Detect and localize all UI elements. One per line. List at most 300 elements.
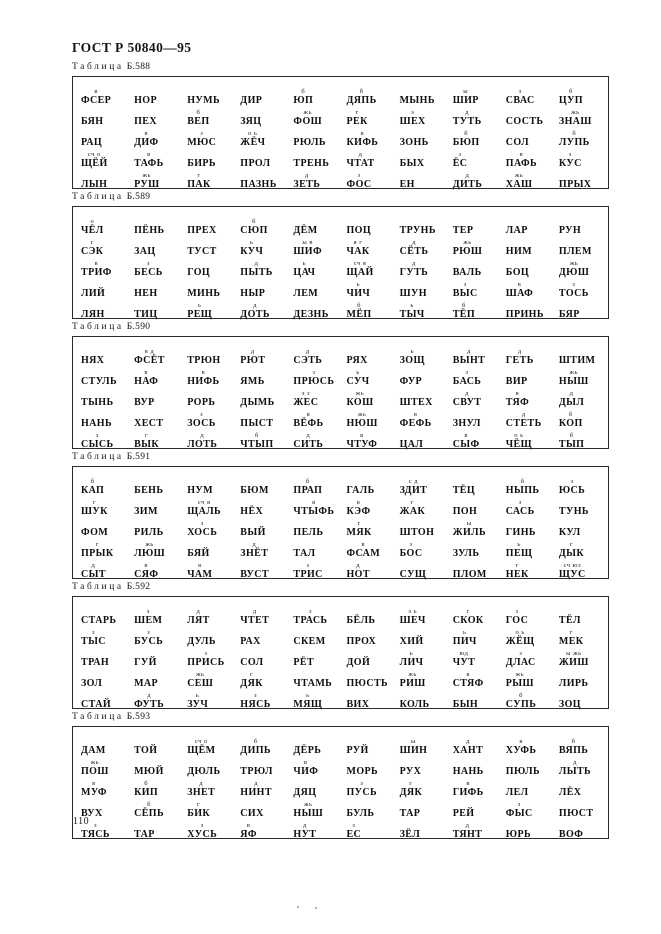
superscript-note — [356, 348, 358, 355]
superscript-note: о ь — [248, 130, 258, 137]
superscript-note — [360, 478, 362, 485]
syllable: ДИПЬ — [240, 745, 271, 756]
syllable: СТЯФ — [452, 678, 484, 689]
superscript-note: в — [466, 671, 470, 678]
superscript-note: д — [358, 151, 363, 158]
syllable: БИРЬ — [187, 158, 216, 169]
superscript-note: з — [518, 88, 522, 95]
syllable: ТАФЬ — [134, 158, 164, 169]
table-row — [75, 273, 606, 299]
syllable: ЛЯН — [81, 309, 105, 320]
syllable: НУМ — [187, 485, 213, 496]
superscript-note — [464, 499, 466, 506]
superscript-note: э з — [301, 390, 311, 397]
superscript-note: о ь — [515, 629, 525, 636]
superscript-note: ь — [250, 239, 254, 246]
superscript-note — [92, 302, 94, 309]
syllable-cell — [553, 424, 606, 450]
superscript-note: ь — [410, 302, 414, 309]
syllable: ЧТЕТ — [240, 615, 270, 626]
superscript-note — [197, 541, 199, 548]
superscript-note: б — [255, 432, 259, 439]
syllable-wrap — [187, 692, 208, 710]
superscript-note: в — [361, 541, 366, 548]
superscript-note — [250, 109, 252, 116]
superscript-note: б — [359, 88, 364, 95]
syllable: СЫТ — [81, 569, 106, 580]
scan-speck — [315, 907, 317, 909]
syllable-cell — [128, 164, 181, 190]
syllable: РЮЛЬ — [293, 137, 326, 148]
syllable: ЖЕС — [293, 397, 319, 408]
syllable: СТЕТЬ — [505, 418, 542, 429]
syllable-wrap — [453, 822, 483, 840]
superscript-note — [144, 239, 146, 246]
syllable-cell — [447, 554, 500, 580]
superscript-note — [303, 541, 305, 548]
scan-speck — [297, 906, 299, 908]
syllable: ДЫМЬ — [240, 397, 275, 408]
table-section — [72, 322, 609, 449]
syllable: ПОШ — [81, 766, 109, 777]
table-section — [72, 452, 609, 579]
syllable: ЧИЧ — [346, 288, 371, 299]
syllable: ДЁМ — [293, 225, 318, 236]
syllable-wrap — [134, 432, 159, 450]
syllable: ЕН — [399, 179, 415, 190]
table-row — [75, 424, 606, 450]
superscript-note: жь — [515, 671, 525, 678]
syllable: РУШ — [134, 179, 160, 190]
syllable: ПУСЬ — [346, 787, 378, 798]
superscript-note: д — [147, 692, 152, 699]
syllable: СКОК — [452, 615, 484, 626]
superscript-note: г — [466, 608, 470, 615]
syllable-wrap — [400, 822, 421, 840]
syllable: ТРЮН — [187, 355, 221, 366]
syllable: НЮШ — [346, 418, 378, 429]
syllable: ЧТАТ — [346, 158, 375, 169]
syllable: КИП — [134, 787, 159, 798]
syllable: РЫШ — [505, 678, 534, 689]
syllable: ЗЕТЬ — [293, 179, 321, 190]
superscript-note: в — [413, 411, 418, 418]
superscript-note: в — [360, 432, 364, 439]
superscript-note — [92, 348, 94, 355]
superscript-note: в — [94, 260, 99, 267]
syllable: ДЯЦ — [293, 787, 317, 798]
syllable: БОС — [399, 548, 423, 559]
table-label-number: Б.590 — [126, 322, 151, 332]
superscript-note: д — [200, 432, 205, 439]
syllable: РУХ — [399, 766, 422, 777]
superscript-note — [251, 369, 253, 376]
syllable: СЭТЬ — [293, 355, 323, 366]
syllable-wrap — [187, 432, 217, 450]
superscript-note — [411, 151, 413, 158]
superscript-note — [569, 608, 571, 615]
table-label-word: Таблица — [72, 192, 124, 202]
superscript-note — [256, 390, 258, 397]
syllable: ЧУТ — [452, 657, 476, 668]
superscript-note — [96, 390, 98, 397]
superscript-note: з — [204, 650, 208, 657]
superscript-note — [144, 109, 146, 116]
superscript-note — [253, 478, 255, 485]
syllable: НАНЬ — [452, 766, 484, 777]
syllable: БЮП — [452, 137, 480, 148]
superscript-note — [516, 780, 518, 787]
table-label-word: Таблица — [72, 712, 124, 722]
syllable: КИФЬ — [346, 137, 379, 148]
superscript-note — [412, 281, 414, 288]
syllable: БЕСЬ — [134, 267, 163, 278]
syllable-cell — [394, 294, 447, 320]
syllable: ВЫНТ — [452, 355, 486, 366]
syllable: БЯЙ — [187, 548, 210, 559]
syllable-cell — [340, 814, 393, 840]
superscript-note — [94, 650, 96, 657]
superscript-note — [304, 780, 306, 787]
syllable: ЛИРЬ — [558, 678, 589, 689]
superscript-note: б — [144, 780, 148, 787]
superscript-note: жь — [142, 172, 152, 179]
syllable: БЫХ — [399, 158, 425, 169]
syllable-cell — [75, 164, 128, 190]
syllable: РЮТ — [240, 355, 266, 366]
syllable-wrap — [506, 172, 533, 190]
syllable: СУПЬ — [505, 699, 537, 710]
syllable: ВИХ — [346, 699, 370, 710]
syllable: ШТЕХ — [399, 397, 433, 408]
superscript-note: б — [147, 801, 151, 808]
syllable: ШИР — [452, 95, 479, 106]
superscript-note — [357, 738, 359, 745]
syllable-cell — [181, 814, 234, 840]
syllable: ТЫЧ — [399, 309, 425, 320]
syllable: ЗНЁТ — [240, 548, 269, 559]
syllable: БУЛЬ — [346, 808, 375, 819]
superscript-note — [203, 88, 205, 95]
superscript-note — [366, 671, 368, 678]
superscript-note: б — [90, 478, 95, 485]
syllable: СЫФ — [452, 439, 480, 450]
superscript-note: з — [308, 608, 312, 615]
syllable: ДЮЛЬ — [187, 766, 221, 777]
syllable-cell — [181, 164, 234, 190]
table-label — [72, 452, 609, 463]
syllable: ВУР — [134, 397, 155, 408]
superscript-note: д — [252, 541, 257, 548]
superscript-note: в — [519, 151, 524, 158]
syllable-cell — [340, 554, 393, 580]
syllable-cell — [287, 424, 340, 450]
syllable: ФСЕР — [81, 95, 112, 106]
syllable-cell — [287, 554, 340, 580]
syllable: ЗУЛЬ — [452, 548, 480, 559]
superscript-note: в — [147, 151, 151, 158]
syllable: ТЕР — [452, 225, 474, 236]
syllable: ФЫС — [505, 808, 533, 819]
syllable: НОР — [134, 95, 157, 106]
syllable: ВИР — [505, 376, 528, 387]
superscript-note — [361, 759, 363, 766]
superscript-note — [144, 650, 146, 657]
syllable-wrap — [134, 302, 157, 320]
syllable: ДЯК — [399, 787, 423, 798]
superscript-note: жь — [514, 172, 524, 179]
table-row — [75, 684, 606, 710]
superscript-note: д — [250, 348, 255, 355]
superscript-note — [203, 281, 205, 288]
syllable: ЗОЛ — [81, 678, 103, 689]
syllable: СОЛ — [505, 137, 529, 148]
syllable: ПЁНЬ — [134, 225, 165, 236]
superscript-note — [414, 692, 416, 699]
superscript-note: д — [306, 432, 311, 439]
syllable-wrap — [453, 692, 478, 710]
superscript-note: юд — [459, 650, 469, 657]
superscript-note: в — [246, 822, 251, 829]
superscript-note: б — [252, 218, 256, 225]
superscript-note: г — [144, 432, 149, 439]
superscript-note: в — [144, 369, 148, 376]
syllable-wrap — [400, 172, 415, 190]
syllable: СЭК — [81, 246, 104, 257]
syllable: КОЛЬ — [399, 699, 430, 710]
superscript-note: з — [146, 260, 150, 267]
syllable-wrap — [559, 822, 583, 840]
superscript-note — [148, 218, 150, 225]
syllable-cell — [447, 294, 500, 320]
superscript-note: з — [360, 780, 364, 787]
syllable: ШЕХ — [399, 116, 426, 127]
superscript-note: я — [198, 562, 202, 569]
syllable-cell — [394, 424, 447, 450]
syllable-cell — [340, 424, 393, 450]
syllable: РАЦ — [81, 137, 103, 148]
superscript-note: г — [569, 541, 574, 548]
syllable-wrap — [187, 302, 212, 320]
syllable: СЁТЬ — [399, 246, 429, 257]
superscript-note — [462, 218, 464, 225]
syllable-cell — [128, 684, 181, 710]
syllable: СОСТЬ — [505, 116, 544, 127]
superscript-note — [307, 520, 309, 527]
superscript-note — [148, 411, 150, 418]
syllable-wrap — [240, 562, 269, 580]
table-row — [75, 533, 606, 559]
syllable: ЧТЫП — [240, 439, 274, 450]
syllable: ТРИС — [293, 569, 323, 580]
superscript-note: ы жь — [566, 650, 582, 657]
table-row — [75, 663, 606, 689]
superscript-note: з — [465, 369, 469, 376]
superscript-note — [516, 369, 518, 376]
superscript-note: г — [197, 172, 201, 179]
superscript-note: б — [461, 302, 466, 309]
table-row — [75, 600, 606, 626]
syllable: ВЫЙ — [240, 527, 266, 538]
superscript-note — [91, 801, 93, 808]
syllable: ХОСЬ — [187, 527, 218, 538]
syllable: КУЛ — [558, 527, 581, 538]
syllable: ТУСТ — [187, 246, 217, 257]
superscript-note — [95, 692, 97, 699]
syllable: ЛЮШ — [134, 548, 165, 559]
syllable-wrap — [81, 692, 111, 710]
syllable: ХЕСТ — [134, 418, 164, 429]
syllable: ТЯСЬ — [81, 829, 110, 840]
superscript-note — [413, 130, 415, 137]
syllable: РЯХ — [346, 355, 368, 366]
syllable: ТОСЬ — [558, 288, 589, 299]
superscript-note: ь — [410, 348, 414, 355]
superscript-note — [94, 520, 96, 527]
syllable-wrap — [293, 562, 322, 580]
table-label-word: Таблица — [72, 452, 124, 462]
superscript-note — [308, 629, 310, 636]
syllable: ТУТЬ — [452, 116, 482, 127]
syllable: РЮШ — [452, 246, 483, 257]
syllable-wrap — [400, 302, 425, 320]
superscript-note: ы — [411, 738, 416, 745]
syllable: ШУК — [81, 506, 108, 517]
syllable: БЯР — [558, 309, 580, 320]
table-row — [75, 231, 606, 257]
superscript-note: б — [519, 692, 523, 699]
superscript-note: жь — [463, 239, 472, 246]
superscript-note — [90, 130, 92, 137]
superscript-note — [574, 172, 576, 179]
syllable: СОЛ — [240, 657, 264, 668]
syllable-wrap — [240, 692, 270, 710]
superscript-note — [145, 302, 147, 309]
syllable: ДОТЬ — [240, 309, 270, 320]
superscript-note — [310, 302, 312, 309]
superscript-note: д — [302, 822, 307, 829]
syllable: ЩЁМ — [187, 745, 216, 756]
syllable-cell — [75, 294, 128, 320]
syllable: ФСЁТ — [134, 355, 165, 366]
superscript-note: ы в — [302, 239, 313, 246]
syllable-wrap — [293, 822, 316, 840]
syllable: ЗАЦ — [134, 246, 156, 257]
syllable-wrap — [559, 692, 581, 710]
superscript-note: ы — [466, 520, 472, 527]
syllable-cell — [500, 164, 553, 190]
superscript-note: ь — [302, 260, 307, 267]
syllable: ЗНУЛ — [452, 418, 481, 429]
syllable: СЕШ — [187, 678, 214, 689]
superscript-note — [145, 671, 147, 678]
syllable: ЗОЦ — [558, 699, 581, 710]
syllable-cell — [75, 684, 128, 710]
syllable-cell — [128, 814, 181, 840]
syllable: НЯСЬ — [240, 699, 271, 710]
syllable-table — [72, 596, 609, 709]
superscript-note — [98, 608, 100, 615]
superscript-note — [517, 822, 519, 829]
syllable-wrap — [81, 562, 106, 580]
syllable: МЮС — [187, 137, 217, 148]
syllable: БОЦ — [505, 267, 530, 278]
syllable: ПЕЩ — [505, 548, 533, 559]
syllable: СТАЙ — [81, 699, 111, 710]
syllable: ЖЁЩ — [505, 636, 535, 647]
superscript-note — [144, 88, 146, 95]
superscript-note: г — [410, 499, 414, 506]
syllable: МЁП — [346, 309, 372, 320]
syllable-cell — [553, 684, 606, 710]
syllable: ВОФ — [558, 829, 584, 840]
syllable: ПЛЕМ — [558, 246, 592, 257]
syllable-wrap — [240, 172, 276, 190]
superscript-note — [409, 759, 411, 766]
syllable: ПЫСТ — [240, 418, 274, 429]
superscript-note: сч о — [87, 151, 101, 158]
syllable: ПЫТЬ — [240, 267, 273, 278]
superscript-note — [201, 218, 203, 225]
superscript-note: в — [464, 432, 468, 439]
syllable: БЮМ — [240, 485, 269, 496]
syllable: МЫНЬ — [399, 95, 435, 106]
syllable: ПАК — [187, 179, 211, 190]
syllable: ЯМЬ — [240, 376, 265, 387]
syllable: КУЧ — [240, 246, 264, 257]
superscript-note: жь — [408, 671, 417, 678]
syllable: МЮЙ — [134, 766, 164, 777]
syllable: ПРЫК — [81, 548, 114, 559]
syllable: ПЮСТ — [558, 808, 594, 819]
superscript-note: д — [465, 109, 470, 116]
syllable: МЯК — [346, 527, 372, 538]
syllable-wrap — [240, 822, 257, 840]
syllable: ДЛАС — [505, 657, 536, 668]
superscript-note: з — [306, 562, 310, 569]
superscript-note — [574, 239, 576, 246]
syllable: ТАЛ — [293, 548, 316, 559]
superscript-note: б — [464, 130, 469, 137]
table-section — [72, 62, 609, 189]
table-section — [72, 712, 609, 839]
superscript-note — [569, 692, 571, 699]
superscript-note: д — [412, 239, 416, 246]
syllable-wrap — [506, 692, 536, 710]
superscript-note: сч я — [197, 499, 211, 506]
syllable: МИНЬ — [187, 288, 221, 299]
superscript-note — [568, 302, 570, 309]
superscript-note: д — [517, 348, 522, 355]
syllable-wrap — [81, 432, 113, 450]
superscript-note — [416, 520, 418, 527]
syllable: РЕЩ — [187, 309, 213, 320]
syllable: ПРЕХ — [187, 225, 217, 236]
syllable-cell — [128, 294, 181, 320]
superscript-note — [467, 759, 469, 766]
superscript-note: з — [95, 432, 99, 439]
syllable: ФСАМ — [346, 548, 381, 559]
superscript-note — [200, 390, 202, 397]
superscript-note — [410, 432, 412, 439]
superscript-note — [573, 499, 575, 506]
syllable-wrap — [293, 302, 328, 320]
superscript-note: з — [147, 629, 151, 636]
syllable-cell — [500, 294, 553, 320]
syllable: НИНТ — [240, 787, 272, 798]
syllable: СЮП — [240, 225, 268, 236]
superscript-note: о ь — [514, 432, 524, 439]
